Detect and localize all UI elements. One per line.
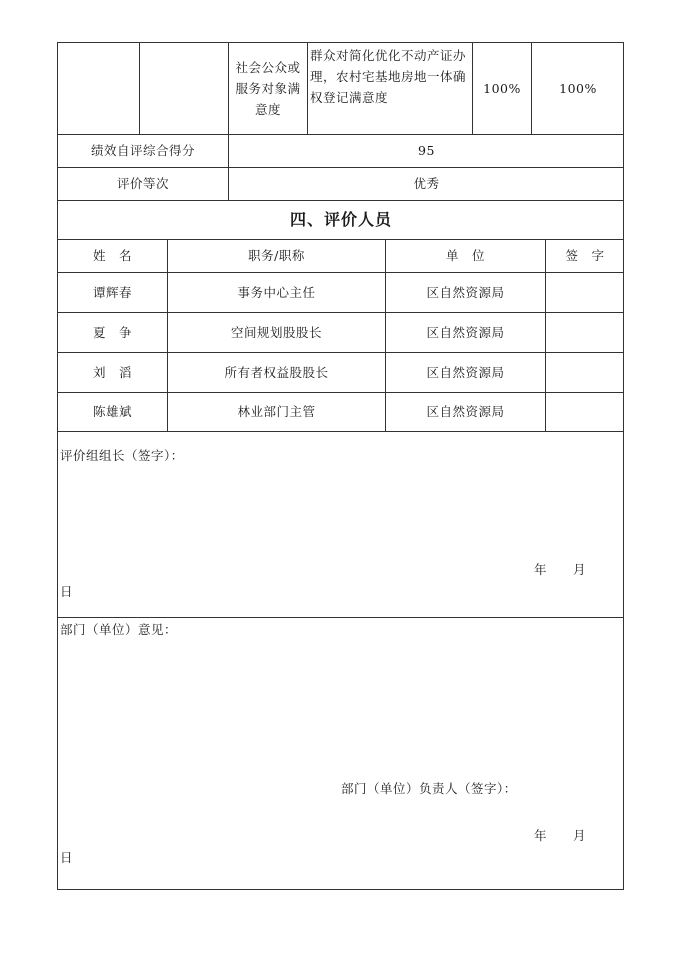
col-divider bbox=[228, 42, 229, 134]
member-name: 陈雄斌 bbox=[92, 404, 132, 419]
member-title-cell bbox=[168, 313, 385, 352]
indicator-text: 社会公众或服务对象满意度 bbox=[235, 60, 301, 117]
score-value-cell bbox=[229, 135, 624, 167]
member-title-cell bbox=[168, 353, 385, 392]
header-sign: 签 字 bbox=[565, 248, 605, 263]
member-unit-cell bbox=[386, 273, 545, 312]
member-title-cell bbox=[168, 273, 385, 312]
score-label: 绩效自评综合得分 bbox=[90, 143, 195, 158]
member-unit-cell bbox=[386, 393, 545, 431]
target-value: 100% bbox=[483, 80, 521, 96]
member-name: 谭辉春 bbox=[92, 284, 132, 300]
blank-cell bbox=[140, 43, 228, 134]
department-responsible: 部门（单位）负责人（签字）： bbox=[341, 781, 517, 796]
header-unit: 单 位 bbox=[445, 248, 485, 263]
col-divider bbox=[307, 42, 308, 134]
grade-label: 评价等次 bbox=[116, 176, 169, 191]
member-unit: 区自然资源局 bbox=[426, 324, 505, 340]
member-name-cell bbox=[58, 273, 167, 312]
member-title: 所有者权益股股长 bbox=[224, 364, 329, 380]
row-divider bbox=[57, 617, 624, 618]
member-name-cell bbox=[58, 393, 167, 431]
member-title: 林业部门主管 bbox=[237, 404, 316, 419]
member-name: 刘 滔 bbox=[92, 364, 132, 380]
member-sign-cell bbox=[546, 273, 624, 312]
department-year-month: 年 月 bbox=[534, 828, 587, 843]
department-label: 部门（单位）意见： bbox=[60, 622, 178, 637]
member-unit-cell bbox=[386, 313, 545, 352]
actual-cell bbox=[532, 43, 624, 134]
target-cell bbox=[473, 43, 531, 134]
member-name-cell bbox=[58, 313, 167, 352]
header-name-cell bbox=[58, 240, 167, 272]
member-name-cell bbox=[58, 353, 167, 392]
member-title: 事务中心主任 bbox=[237, 284, 316, 300]
department-day: 日 bbox=[60, 850, 74, 865]
leader-label: 评价组组长（签字）： bbox=[60, 448, 184, 463]
header-name: 姓 名 bbox=[92, 248, 132, 263]
grade-value: 优秀 bbox=[413, 176, 440, 191]
section-title-cell bbox=[58, 201, 624, 239]
member-title: 空间规划股股长 bbox=[230, 324, 322, 340]
member-title-cell bbox=[168, 393, 385, 431]
leader-day: 日 bbox=[60, 584, 74, 599]
member-sign-cell bbox=[546, 313, 624, 352]
header-title-cell bbox=[168, 240, 385, 272]
actual-value: 100% bbox=[559, 80, 597, 96]
header-unit-cell bbox=[386, 240, 545, 272]
score-label-cell bbox=[58, 135, 228, 167]
indicator-cell bbox=[230, 43, 306, 134]
score-value: 95 bbox=[418, 143, 435, 158]
section-title: 四、评价人员 bbox=[289, 210, 392, 229]
member-unit: 区自然资源局 bbox=[426, 284, 505, 300]
header-sign-cell bbox=[546, 240, 624, 272]
member-sign-cell bbox=[546, 393, 624, 431]
member-name: 夏 争 bbox=[92, 324, 132, 340]
member-unit: 区自然资源局 bbox=[426, 364, 505, 380]
member-sign-cell bbox=[546, 353, 624, 392]
row-divider bbox=[57, 431, 624, 432]
member-unit-cell bbox=[386, 353, 545, 392]
description-text: 群众对简化优化不动产证办理，农村宅基地房地一体确权登记满意度 bbox=[310, 48, 467, 105]
grade-label-cell bbox=[58, 168, 228, 200]
leader-year-month: 年 月 bbox=[534, 562, 587, 577]
member-unit: 区自然资源局 bbox=[426, 404, 505, 419]
header-title: 职务/职称 bbox=[248, 248, 305, 263]
description-cell bbox=[310, 43, 470, 115]
grade-value-cell bbox=[229, 168, 624, 200]
